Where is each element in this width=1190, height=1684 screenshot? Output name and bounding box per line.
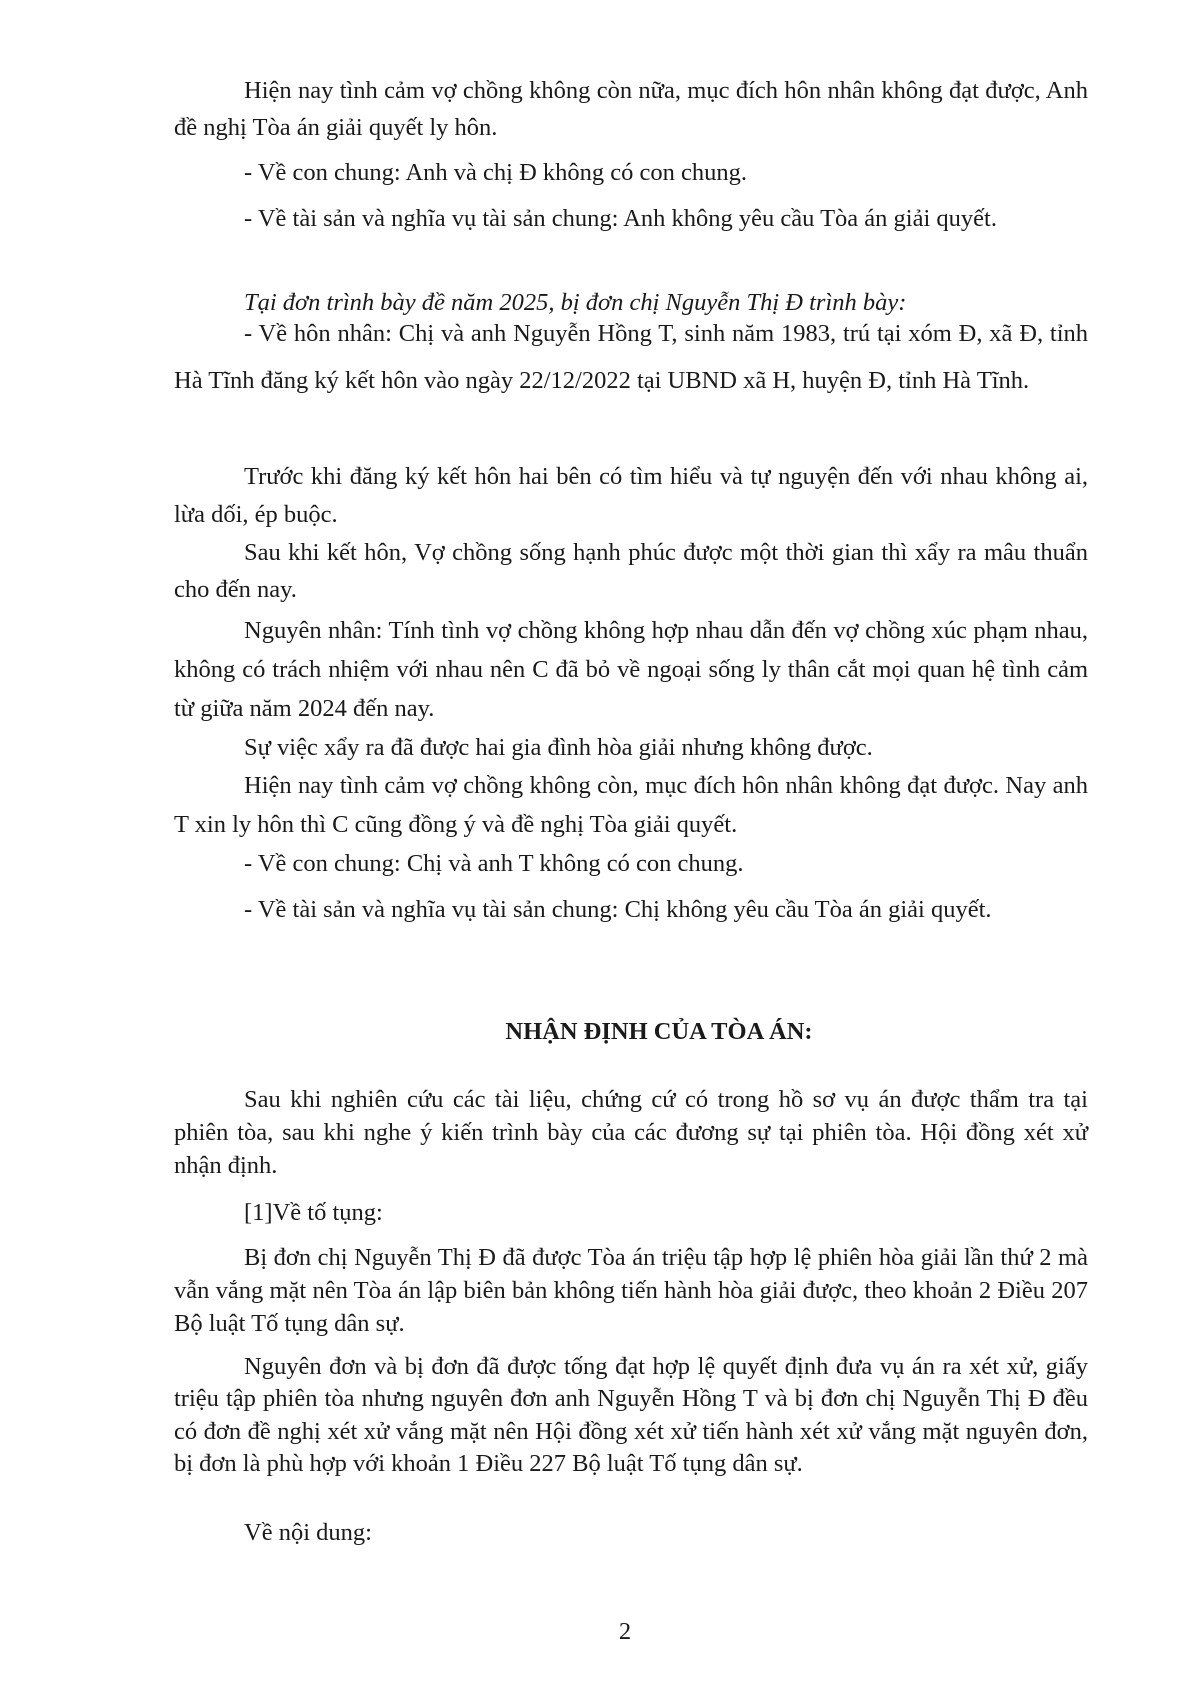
paragraph-defendant-statement-intro: Tại đơn trình bày đề năm 2025, bị đơn chị Nguyễn Thị Đ trình bày:	[244, 289, 907, 316]
paragraph-property-defendant: - Về tài sản và nghĩa vụ tài sản chung: Chị không yêu cầu Tòa án giải quyết.	[244, 896, 992, 923]
paragraph-after-marriage: Sau khi kết hôn, Vợ chồng sống hạnh phúc được một thời gian thì xẩy ra mâu thuẩn cho đến nay.	[174, 539, 1088, 603]
paragraph-cause: Nguyên nhân: Tính tình vợ chồng không hợp nhau dẫn đến vợ chồng xúc phạm nhau, không có trách nhiệm với nhau nên C đã bỏ về ngoại sống ly thân cắt mọi quan hệ tình cảm từ giữa năm 2024 đến nay.	[174, 617, 1088, 722]
paragraph-content-heading: Về nội dung:	[244, 1519, 372, 1546]
paragraph-marriage-status-plaintiff: Hiện nay tình cảm vợ chồng không còn nữa, mục đích hôn nhân không đạt được, Anh đề nghị Tòa án giải quyết ly hôn.	[174, 77, 1088, 141]
paragraph-defendant-absence: Bị đơn chị Nguyễn Thị Đ đã được Tòa án triệu tập hợp lệ phiên hòa giải lần thứ 2 mà vẫn vắng mặt nên Tòa án lập biên bản không tiến hành hòa giải được, theo khoản 2 Điều 207 Bộ luật Tố tụng dân sự.	[174, 1244, 1088, 1337]
paragraph-current-state-defendant: Hiện nay tình cảm vợ chồng không còn, mục đích hôn nhân không đạt được. Nay anh T xin ly hôn thì C cũng đồng ý và đề nghị Tòa giải quyết.	[174, 772, 1088, 838]
paragraph-before-marriage: Trước khi đăng ký kết hôn hai bên có tìm hiểu và tự nguyện đến với nhau không ai, lừa dối, ép buộc.	[174, 463, 1088, 528]
paragraph-marriage-defendant: - Về hôn nhân: Chị và anh Nguyễn Hồng T, sinh năm 1983, trú tại xóm Đ, xã Đ, tỉnh Hà Tĩnh đăng ký kết hôn vào ngày 22/12/2022 tại UBND xã H, huyện Đ, tỉnh Hà Tĩnh.	[174, 320, 1088, 394]
paragraph-court-review: Sau khi nghiên cứu các tài liệu, chứng cứ có trong hồ sơ vụ án được thẩm tra tại phiên tòa, sau khi nghe ý kiến trình bày của các đương sự tại phiên tòa. Hội đồng xét xử nhận định.	[174, 1086, 1088, 1179]
section-heading-court-assessment: NHẬN ĐỊNH CỦA TÒA ÁN:	[505, 1018, 813, 1045]
paragraph-children-plaintiff: - Về con chung: Anh và chị Đ không có con chung.	[244, 159, 748, 186]
paragraph-procedure-heading: [1]Về tố tụng:	[244, 1199, 383, 1226]
paragraph-reconciliation: Sự việc xẩy ra đã được hai gia đình hòa giải nhưng không được.	[244, 734, 873, 761]
paragraph-trial-in-absence: Nguyên đơn và bị đơn đã được tống đạt hợp lệ quyết định đưa vụ án ra xét xử, giấy triệu tập phiên tòa nhưng nguyên đơn anh Nguyễn Hồng T và bị đơn chị Nguyễn Thị Đ đều có đơn đề nghị xét xử vắng mặt nên Hội đồng xét xử tiến hành xét xử vắng mặt nguyên đơn, bị đơn là phù hợp với khoản 1 Điều 227 Bộ luật Tố tụng dân sự.	[174, 1353, 1088, 1477]
page-number: 2	[618, 1618, 632, 1645]
paragraph-property-plaintiff: - Về tài sản và nghĩa vụ tài sản chung: Anh không yêu cầu Tòa án giải quyết.	[244, 205, 997, 232]
paragraph-children-defendant: - Về con chung: Chị và anh T không có con chung.	[244, 850, 744, 877]
